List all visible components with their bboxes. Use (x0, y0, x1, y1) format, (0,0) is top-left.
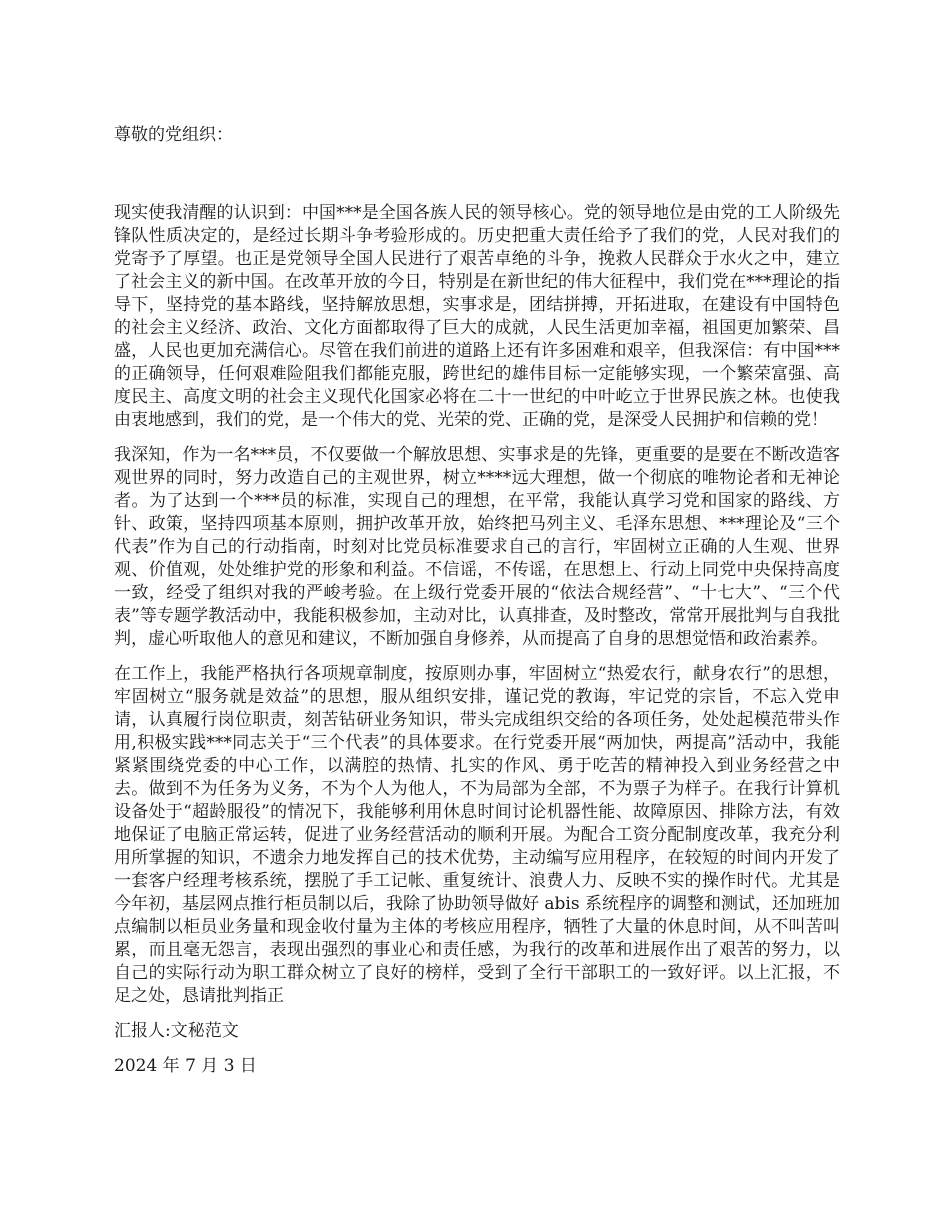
paragraph-2: 我深知，作为一名***员，不仅要做一个解放思想、实事求是的先锋，更重要的是要在不断改造客观世界的同时，努力改造自己的主观世界，树立****远大理想，做一个彻底的唯物论者和无神论者。为了达到一个***员的标准，实现自己的理想，在平常，我能认真学习党和国家的路线、方针、政策，坚持四项基本原则，拥护改革开放，始终把马列主义、毛泽东思想、***理论及“三个代表”作为自己的行动指南，时刻对比党员标准要求自己的言行，牢固树立正确的人生观、世界观、价值观，处处维护党的形象和利益。不信谣，不传谣，在思想上、行动上同党中央保持高度一致，经受了组织对我的严峻考验。在上级行党委开展的“依法合规经营”、“十七大”、“三个代表”等专题学教活动中，我能积极参加，主动对比，认真排查，及时整改，常常开展批判与自我批判，虚心听取他人的意见和建议，不断加强自身修养，从而提高了自身的思想觉悟和政治素养。 (114, 445, 840, 649)
letter-body (114, 202, 840, 1078)
paragraph-1: 现实使我清醒的认识到：中国***是全国各族人民的领导核心。党的领导地位是由党的工人阶级先锋队性质决定的，是经过长期斗争考验形成的。历史把重大责任给予了我们的党，人民对我们的党寄予了厚望。也正是党领导全国人民进行了艰苦卓绝的斗争，挽救人民群众于水火之中，建立了社会主义的新中国。在改革开放的今日，特别是在新世纪的伟大征程中，我们党在***理论的指导下，坚持党的基本路线，坚持解放思想，实事求是，团结拼搏，开拓进取，在建设有中国特色的社会主义经济、政治、文化方面都取得了巨大的成就，人民生活更加幸福，祖国更加繁荣、昌盛，人民也更加充满信心。尽管在我们前进的道路上还有许多困难和艰辛，但我深信：有中国***的正确领导，任何艰难险阻我们都能克服，跨世纪的雄伟目标一定能够实现，一个繁荣富强、高度民主、高度文明的社会主义现代化国家必将在二十一世纪的中叶屹立于世界民族之林。也使我由衷地感到，我们的党，是一个伟大的党、光荣的党、正确的党，是深受人民拥护和信赖的党！ (114, 203, 840, 430)
signature: 汇报人:文秘范文 (114, 1021, 239, 1041)
paragraph-3: 在工作上，我能严格执行各项规章制度，按原则办事，牢固树立“热爱农行，献身农行”的思想，牢固树立“服务就是效益”的思想，服从组织安排，谨记党的教诲，牢记党的宗旨，不忘入党申请，认真履行岗位职责，刻苦钻研业务知识，带头完成组织交给的各项任务，处处起模范带头作用,积极实践***同志关于“三个代表”的具体要求。在行党委开展“两加快，两提高”活动中，我能紧紧围绕党委的中心工作，以满腔的热情、扎实的作风、勇于吃苦的精神投入到业务经营之中去。做到不为任务为义务，不为个人为他人，不为局部为全部，不为票子为样子。在我行计算机设备处于“超龄服役”的情况下，我能够利用休息时间讨论机器性能、故障原因、排除方法，有效地保证了电脑正常运转，促进了业务经营活动的顺利开展。为配合工资分配制度改革，我充分利用所掌握的知识，不遗余力地发挥自己的技术优势，主动编写应用程序，在较短的时间内开发了一套客户经理考核系统，摆脱了手工记帐、重复统计、浪费人力、反映不实的操作时代。尤其是今年初，基层网点推行柜员制以后，我除了协助领导做好 abis 系统程序的调整和测试，还加班加点编制以柜员业务量和现金收付量为主体的考核应用程序，牺牲了大量的休息时间，从不叫苦叫累，而且毫无怨言，表现出强烈的事业心和责任感，为我行的改革和进展作出了艰苦的努力，以自己的实际行动为职工群众树立了良好的榜样，受到了全行干部职工的一致好评。以上汇报，不足之处，恳请批判指正 (114, 664, 840, 1006)
salutation: 尊敬的党组织： (114, 125, 233, 145)
date: 2024 年 7 月 3 日 (114, 1056, 257, 1076)
